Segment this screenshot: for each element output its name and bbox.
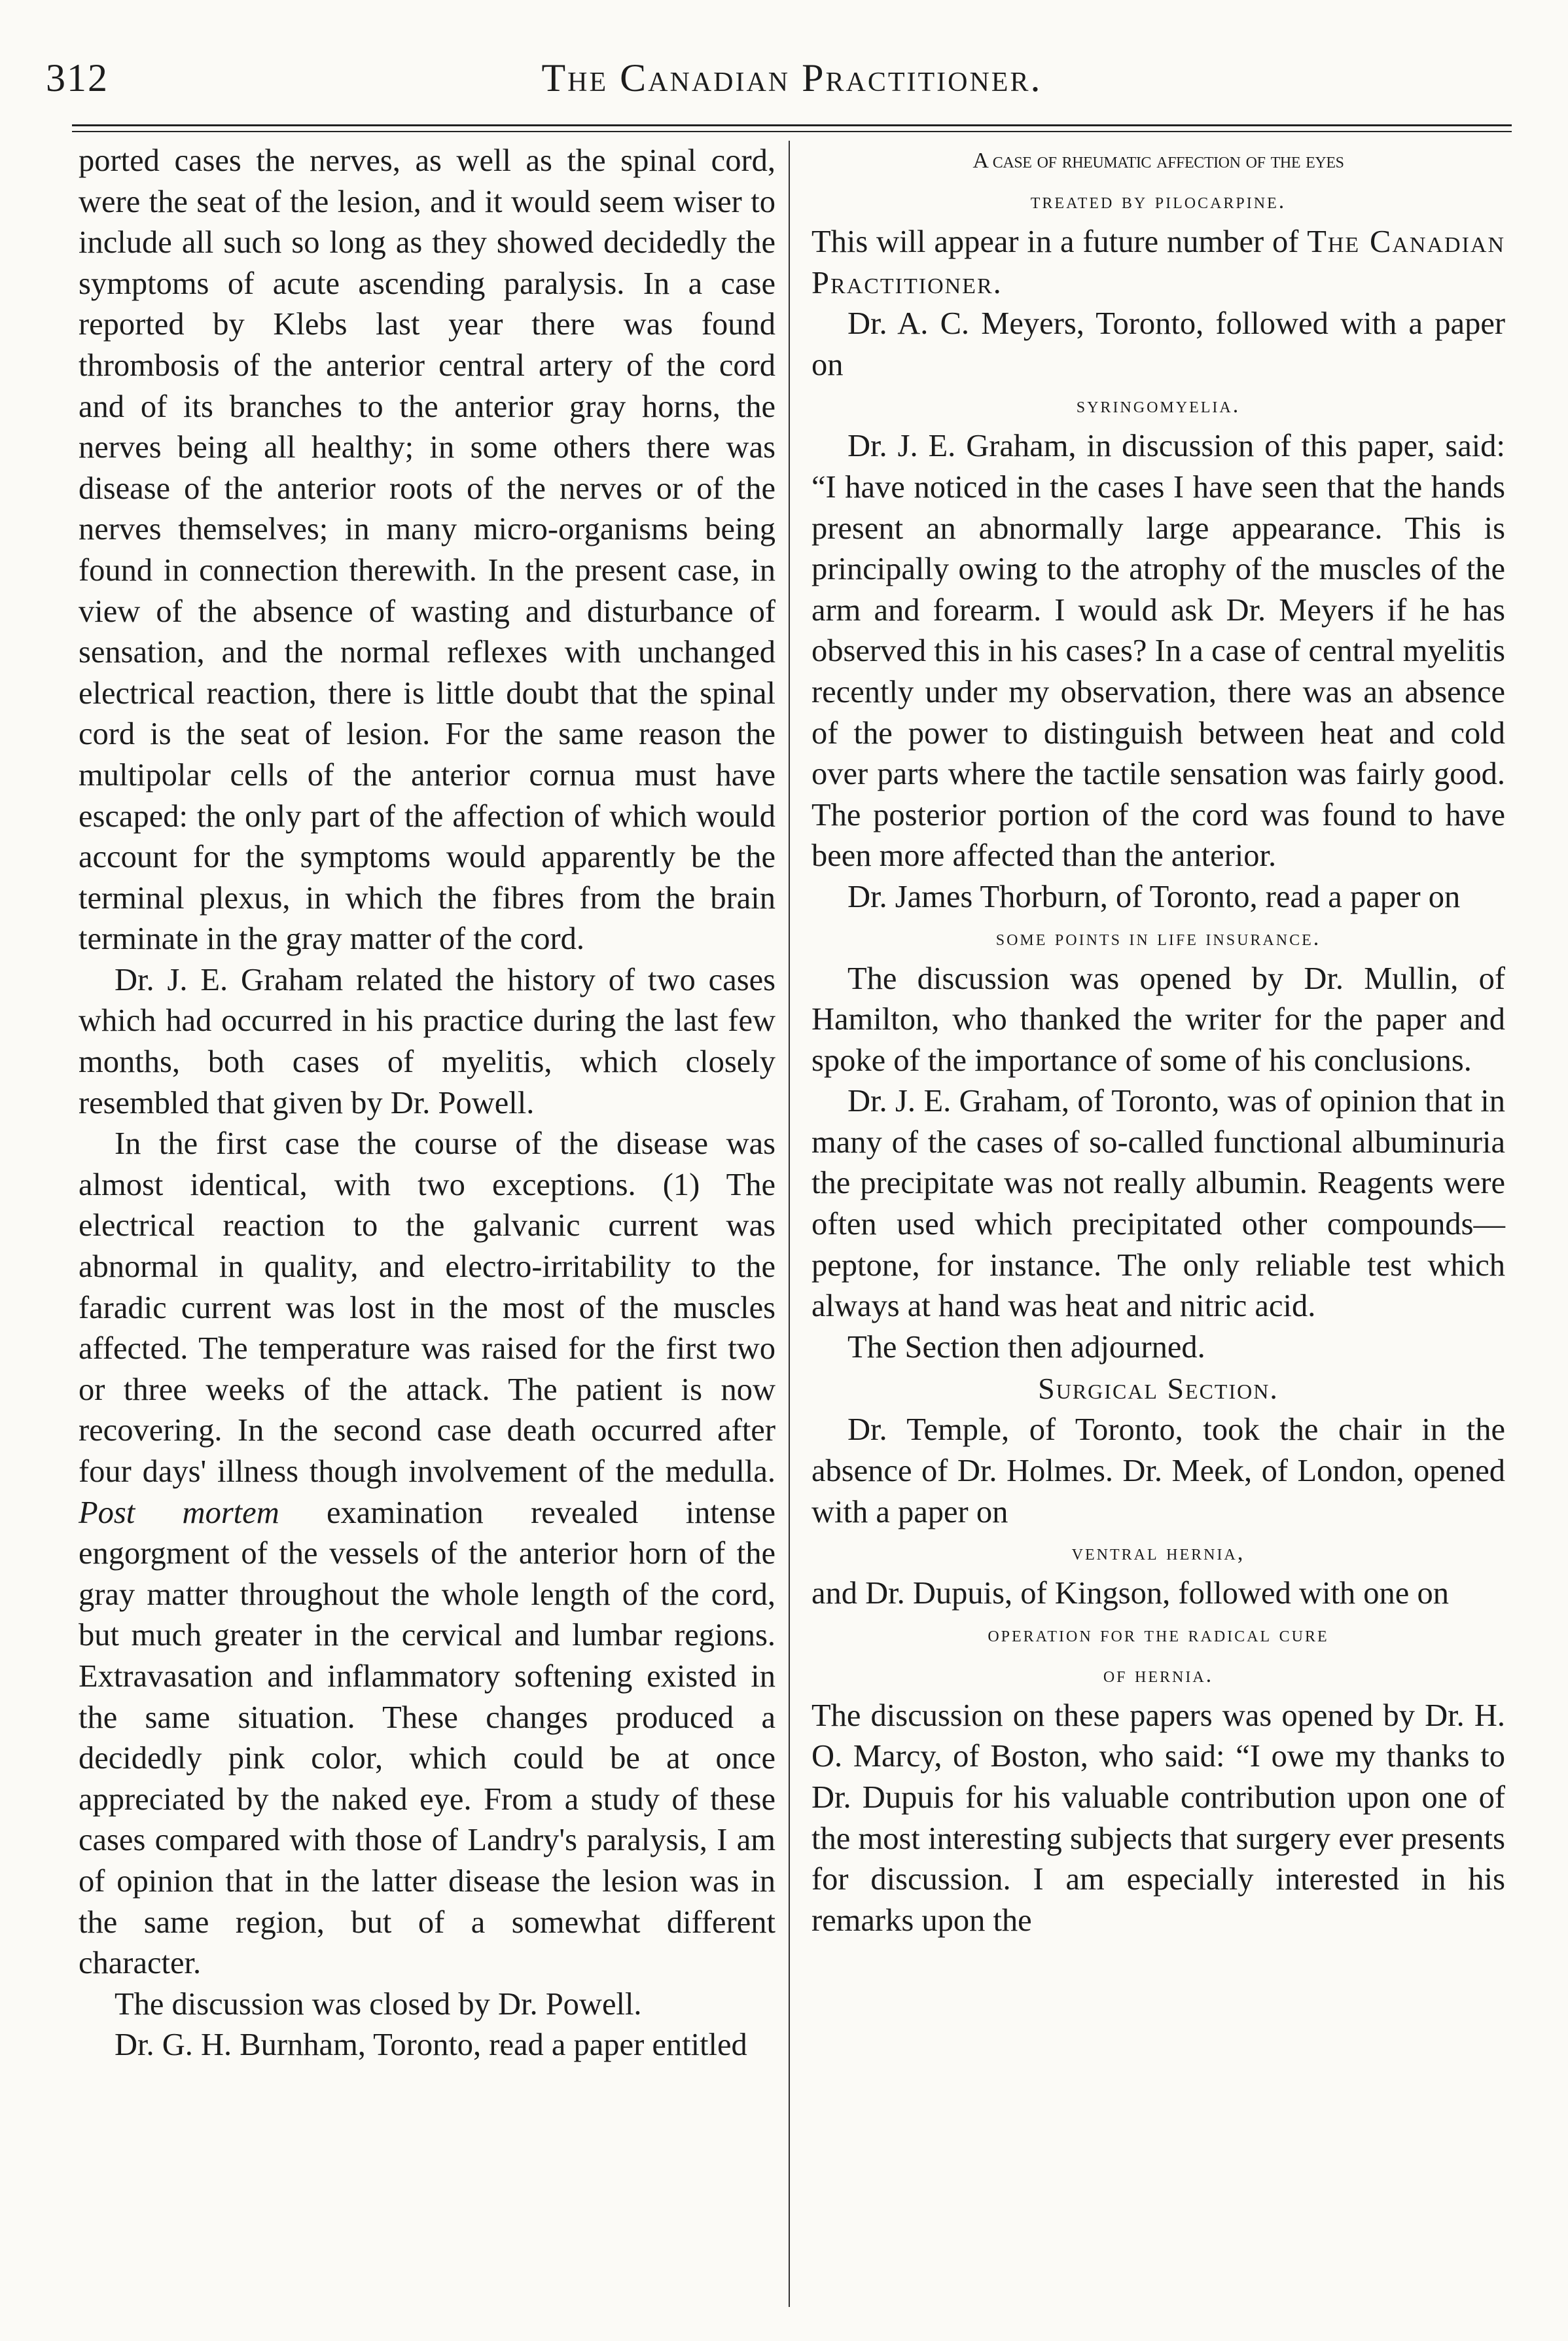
paragraph: ported cases the nerves, as well as the spinal cord, were the seat of the lesion, and it would seem wiser to include all such so long as they showed decidedly the symptoms of acute ascending paralysis. In a case reported by Klebs last year there was found thrombosis of the anterior central artery of the cord and of its branches to the anterior gray horns, the nerves being all healthy; in some others there was disease of the anterior roots of the nerves or of the nerves themselves; in many micro-organisms being found in connection therewith. In the present case, in view of the absence of wasting and disturbance of sensation, and the normal reflexes with unchanged electrical reaction, there is little doubt that the spinal cord is the seat of lesion. For the same reason the multipolar cells of the anterior cornua must have escaped: the only part of the affection of which would account for the symptoms would apparently be the terminal plexus, in which the fibres from the brain terminate in the gray matter of the cord. (79, 143, 775, 957)
running-title: The Canadian Practitioner. (541, 56, 1042, 99)
header-rule (72, 124, 1512, 126)
italic-term: Post mortem (79, 1495, 279, 1530)
header-rule-second (72, 131, 1512, 132)
section-heading: some points in life insurance. (995, 925, 1321, 950)
paragraph: and Dr. Dupuis, of Kingson, followed with one on (811, 1576, 1449, 1611)
paragraph: Dr. J. E. Graham, of Toronto, was of opinion that in many of the cases of so-called functional albuminuria the precipitate was not really albumin. Reagents were often used which precipitated other compounds—peptone, for instance. The only reliable test which always at hand was heat and nitric acid. (811, 1084, 1505, 1324)
paragraph: The Section then adjourned. (847, 1329, 1205, 1365)
paragraph-text: examination revealed intense engorgment of the vessels of the anterior horn of the gray matter throughout the whole length of the cord, but much greater in the cervical and lumbar regions. Extravasation and inflammatory softening existed in the same situation. These changes produced a decidedly pink color, which could be at once appreciated by the naked eye. From a study of these cases compared with those of Landry's paralysis, I am of opinion that in the latter disease the lesion was in the same region, but of a somewhat different character. (79, 1495, 775, 1981)
paragraph (811, 222, 1505, 304)
section-heading: syringomyelia. (1076, 393, 1241, 418)
paragraph: Dr. A. C. Meyers, Toronto, followed with a paper on (811, 306, 1505, 382)
paragraph (79, 1124, 775, 1984)
section-heading: operation for the radical cure (988, 1622, 1329, 1647)
page-header (46, 56, 1512, 115)
page-number: 312 (46, 56, 109, 99)
paragraph: The discussion was closed by Dr. Powell. (115, 1986, 642, 2022)
right-column (811, 141, 1505, 1941)
paragraph: The discussion was opened by Dr. Mullin, of Hamilton, who thanked the writer for the paper and spoke of the importance of some of his conclusions. (811, 961, 1505, 1078)
paragraph-text: In the first case the course of the disease was almost identical, with two exceptions. (1) The electrical reaction to the galvanic current was abnormal in quality, and electro-irritability to the faradic current was lost in the most of the muscles affected. The temperature was raised for the first two or three weeks of the attack. The patient is now recovering. In the second case death occurred after four days' illness though involvement of the medulla. (79, 1126, 775, 1489)
section-heading: ventral hernia, (1071, 1541, 1245, 1565)
paragraph: Dr. Temple, of Toronto, took the chair in the absence of Dr. Holmes. Dr. Meek, of London, opened with a paper on (811, 1412, 1505, 1529)
left-column (79, 141, 775, 2066)
journal-name: The Canadian Practitioner. (811, 224, 1505, 300)
paragraph: Dr. J. E. Graham, in discussion of this paper, said: “I have noticed in the cases I have seen that the hands present an abnormally large appearance. This is principally owing to the atrophy of the muscles of the arm and forearm. I would ask Dr. Meyers if he has observed this in his cases? In a case of central myelitis recently under my observation, there was an absence of the power to distinguish between heat and cold over parts where the tactile sensation was fairly good. The posterior portion of the cord was found to have been more affected than the anterior. (811, 429, 1505, 874)
paragraph: Dr. G. H. Burnham, Toronto, read a paper entitled (115, 2028, 747, 2063)
paragraph-text: This will appear in a future number of (811, 224, 1299, 259)
column-divider (789, 141, 790, 2307)
section-heading: treated by pilocarpine. (1030, 189, 1287, 213)
paragraph: Dr. James Thorburn, of Toronto, read a paper on (847, 879, 1461, 914)
paragraph: The discussion on these papers was opened by Dr. H. O. Marcy, of Boston, who said: “I owe my thanks to Dr. Dupuis for his valuable contribution upon one of the most interesting subjects that surgery ever presents for discussion. I am especially interested in his remarks upon the (811, 1698, 1505, 1938)
section-heading: Surgical Section. (1038, 1372, 1279, 1406)
section-heading: of hernia. (1103, 1662, 1214, 1687)
section-heading: A case of rheumatic affection of the eyes (972, 149, 1344, 173)
paragraph: Dr. J. E. Graham related the history of two cases which had occurred in his practice during the last few months, both cases of myelitis, which closely resembled that given by Dr. Powell. (79, 962, 775, 1120)
